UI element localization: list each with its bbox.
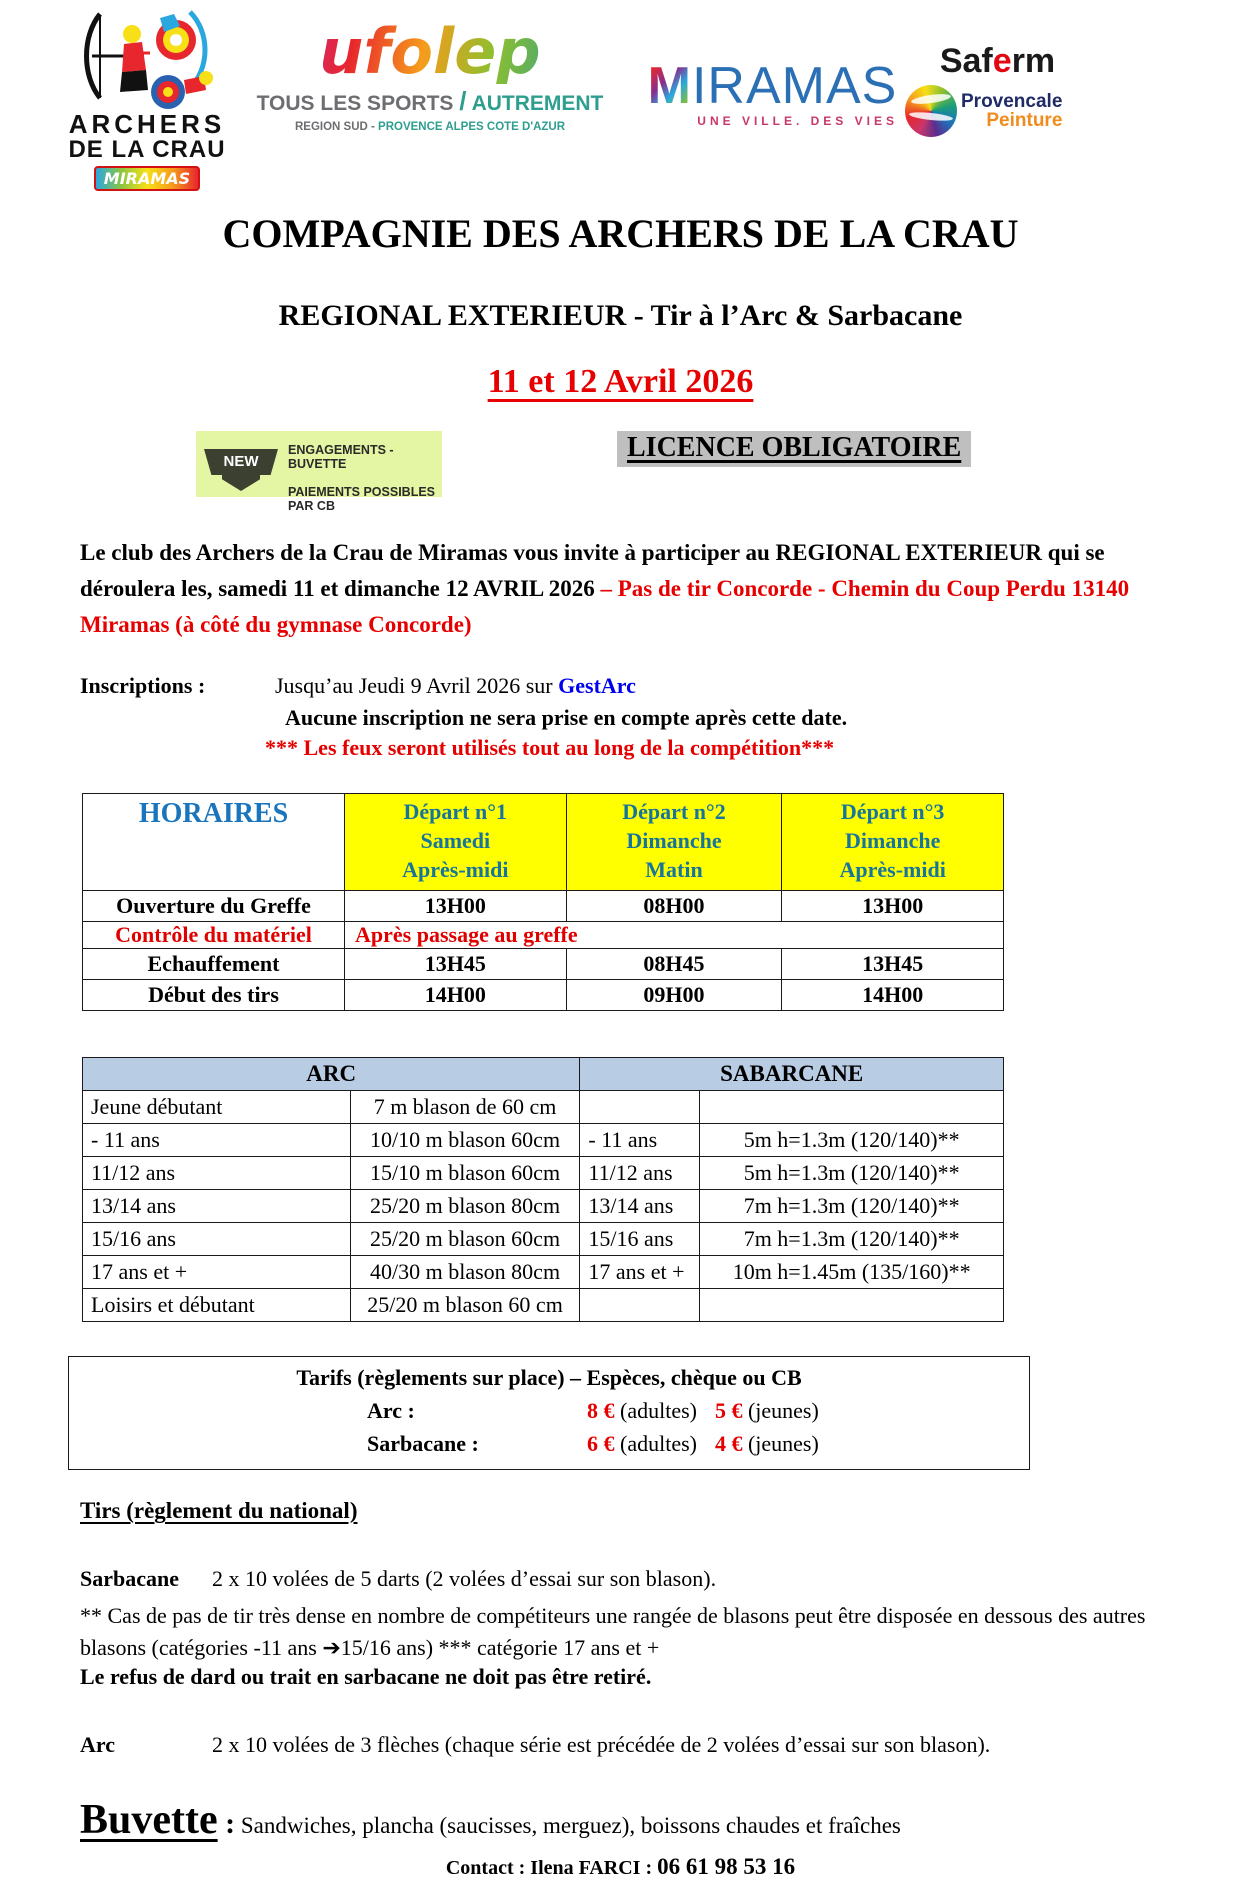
sarbacane-note: ** Cas de pas de tir très dense en nombre de compétiteurs une rangée de blasons peut être disposée en dessous des autres blasons (catégories -11 ans ➔15/16 ans) *** catégorie 17 ans et + [80,1603,1146,1660]
tirs-heading: Tirs (règlement du national) [80,1498,358,1523]
arc-val: 25/20 m blason 80cm [350,1190,580,1223]
archers-logo-name2: DE LA CRAU [68,136,226,163]
table-row [83,1289,1004,1322]
saferm-word-e: e [992,42,1012,80]
sarbacane-bold-note: Le refus de dard ou trait en sarbacane ne doit pas être retiré. [80,1664,652,1689]
tarif-sarbacane-adulte-sfx: (adultes) [614,1431,697,1456]
arc-cat: 11/12 ans [83,1157,351,1190]
intro-paragraph [80,535,1161,643]
table-row [83,1157,1004,1190]
table-row [83,1091,1004,1124]
sarbacane-header: SABARCANE [580,1058,1004,1091]
provencale-globe-icon [905,85,957,137]
arc-cat: 13/14 ans [83,1190,351,1223]
buvette-text: Sandwiches, plancha (saucisses, merguez), boissons chaudes et fraîches [235,1813,901,1838]
table-row [83,891,1004,922]
contact-line [0,1854,1241,1880]
row-label-echauffement: Echauffement [83,949,345,980]
miramas-initial: M [647,57,692,115]
new-payment-box [196,431,442,513]
greffe-depart3: 13H00 [782,891,1004,922]
depart-2-line1: Départ n°2 [622,799,726,824]
arc-rule-text: 2 x 10 volées de 3 flèches (chaque série est précédée de 2 volées d’essai sur son blason). [212,1732,991,1757]
archers-logo-name: ARCHERS [68,109,226,139]
archers-illustration-icon [72,6,222,111]
row-label-debut-tirs: Début des tirs [83,980,345,1011]
depart-1-header [345,794,567,891]
archers-de-la-crau-logo [52,6,242,191]
tarif-arc-adulte-sfx: (adultes) [614,1398,697,1423]
saferm-logo [905,42,1090,137]
intro-text-black: Le club des Archers de la Crau de Miramas vous invite à participer au REGIONAL EXTERIEUR qui se déroulera les, samedi 11 et dimanche 12 AVRIL 2026 [80,540,1105,601]
gestarc-link[interactable]: GestArc [558,673,636,698]
ufolep-tagline [255,86,605,117]
licence-obligatoire-badge: LICENCE OBLIGATOIRE [617,431,971,467]
sar-val [700,1091,1004,1124]
echauffement-depart3: 13H45 [782,949,1004,980]
depart-3-line1: Départ n°3 [840,799,945,824]
table-row [83,1124,1004,1157]
engagements-buvette-label: ENGAGEMENTS - BUVETTE [288,443,394,471]
ufolep-wordmark: ufolep [255,20,605,84]
new-ribbon-icon [204,445,278,491]
new-payment-lines [288,443,442,513]
categories-table [82,1057,1004,1322]
sar-cat: 13/14 ans [580,1190,700,1223]
table-row [83,1256,1004,1289]
contact-prefix: Contact : Ilena FARCI : [445,1857,658,1879]
arc-val: 10/10 m blason 60cm [350,1124,580,1157]
tarif-arc-jeune-prix: 5 € [714,1398,743,1423]
depart-2-header [566,794,782,891]
arc-val: 25/20 m blason 60 cm [350,1289,580,1322]
ufolep-logo [255,15,605,133]
provencale-line: Provencale [961,91,1063,112]
tarifs-box [68,1356,1030,1470]
contact-phone: 06 61 98 53 16 [657,1854,796,1879]
buvette-label: Buvette [80,1797,218,1843]
archers-logo-miramas-badge: MIRAMAS [94,166,200,191]
tarif-arc-label: Arc : [367,1398,415,1423]
echauffement-depart2: 08H45 [566,949,782,980]
ufolep-tagline-right: AUTREMENT [471,92,604,115]
greffe-depart1: 13H00 [345,891,567,922]
inscriptions-note: Aucune inscription ne sera prise en compte après cette date. [285,705,848,730]
page-title: COMPAGNIE DES ARCHERS DE LA CRAU [222,211,1019,256]
row-label-controle: Contrôle du matériel [83,922,345,949]
sarbacane-rule-label: Sarbacane [80,1566,179,1591]
event-dates: 11 et 12 Avril 2026 [487,363,754,400]
tarif-row-arc [69,1398,1029,1424]
depart-3-header [782,794,1004,891]
tarif-sarbacane-jeune-sfx: (jeunes) [742,1431,819,1456]
logo-band [0,0,1241,192]
echauffement-depart1: 13H45 [345,949,567,980]
event-dates-line [0,363,1241,401]
miramas-rest: IRAMAS [691,57,898,115]
arc-val: 7 m blason de 60 cm [350,1091,580,1124]
miramas-tagline: UNE VILLE. DES VIES [697,114,898,128]
arc-val: 25/20 m blason 60cm [350,1223,580,1256]
new-ribbon-label: NEW [223,453,259,470]
buvette-colon: : [217,1807,236,1840]
sar-val: 5m h=1.3m (120/140)** [700,1124,1004,1157]
intro-text-red-location: – Pas de tir Concorde - Chemin du Coup Perdu 13140 Miramas (à côté du gymnase Concorde) [80,576,1130,637]
sar-cat: 15/16 ans [580,1223,700,1256]
inscriptions-deadline [275,673,636,699]
arc-cat: Jeune débutant [83,1091,351,1124]
saferm-wordmark [905,42,1090,81]
ufolep-region-line [255,121,605,133]
table-row [83,980,1004,1011]
sar-val: 10m h=1.45m (135/160)** [700,1256,1004,1289]
arc-cat: 17 ans et + [83,1256,351,1289]
greffe-depart2: 08H00 [566,891,782,922]
arc-cat: - 11 ans [83,1124,351,1157]
tarifs-title: Tarifs (règlements sur place) – Espèces, chèque ou CB [296,1365,802,1390]
arc-val: 15/10 m blason 60cm [350,1157,580,1190]
depart-3-line3: Après-midi [839,857,946,882]
tarif-row-sarbacane [69,1431,1029,1457]
table-row [83,949,1004,980]
ufolep-tagline-left: TOUS LES SPORTS [256,92,454,115]
tarif-arc-adulte-prix: 8 € [587,1398,615,1423]
table-row [83,922,1004,949]
inscriptions-section [80,673,1161,761]
feux-warning: *** Les feux seront utilisés tout au long de la compétition*** [265,735,835,760]
saferm-word-pre: Saf [939,42,993,80]
depart-1-line2: Samedi [420,828,491,853]
saferm-word-post: rm [1011,42,1056,80]
row-label-greffe: Ouverture du Greffe [83,891,345,922]
sarbacane-rule-row [80,1566,1161,1592]
sar-cat: - 11 ans [580,1124,700,1157]
table-row [83,1190,1004,1223]
tarif-arc-jeune-sfx: (jeunes) [742,1398,819,1423]
categories-header-row [83,1058,1004,1091]
sar-cat [580,1289,700,1322]
sarbacane-rule-text: 2 x 10 volées de 5 darts (2 volées d’essai sur son blason). [212,1566,717,1591]
sar-val: 5m h=1.3m (120/140)** [700,1157,1004,1190]
horaires-title-cell: HORAIRES [83,794,345,891]
ufolep-slash-icon: / [459,86,467,116]
miramas-logo [635,57,910,128]
provencale-peinture-text [961,92,1062,130]
depart-1-line1: Départ n°1 [403,799,508,824]
tarif-sarbacane-adulte-prix: 6 € [587,1431,615,1456]
arc-header: ARC [83,1058,580,1091]
sar-cat: 11/12 ans [580,1157,700,1190]
inscriptions-deadline-text: Jusqu’au Jeudi 9 Avril 2026 sur [275,673,559,698]
tarif-sarbacane-jeune-prix: 4 € [714,1431,743,1456]
debut-depart3: 14H00 [782,980,1004,1011]
sar-val [700,1289,1004,1322]
depart-2-line3: Matin [645,857,703,882]
arc-cat: Loisirs et débutant [83,1289,351,1322]
provencale-peinture-logo [905,85,1090,137]
debut-depart1: 14H00 [345,980,567,1011]
sar-val: 7m h=1.3m (120/140)** [700,1190,1004,1223]
buvette-line [80,1796,1161,1844]
controle-note: Après passage au greffe [345,922,1004,949]
badge-row [0,429,1241,513]
sar-val: 7m h=1.3m (120/140)** [700,1223,1004,1256]
miramas-wordmark [635,57,910,115]
arc-cat: 15/16 ans [83,1223,351,1256]
event-subtitle: REGIONAL EXTERIEUR - Tir à l’Arc & Sarbacane [278,299,963,332]
arc-rule-row [80,1732,1161,1758]
inscriptions-line [80,673,1161,699]
arc-val: 40/30 m blason 80cm [350,1256,580,1289]
horaires-table [82,793,1004,1011]
paiements-cb-label: PAIEMENTS POSSIBLES PAR CB [288,485,436,513]
ufolep-region-right: PROVENCE ALPES COTE D'AZUR [378,121,566,133]
depart-3-line2: Dimanche [845,828,941,853]
horaires-header-row [83,794,1004,891]
sar-cat: 17 ans et + [580,1256,700,1289]
arc-rule-label: Arc [80,1732,116,1757]
inscriptions-label: Inscriptions : [80,673,206,698]
depart-2-line2: Dimanche [626,828,722,853]
ufolep-region-left: REGION SUD - [294,121,379,133]
debut-depart2: 09H00 [566,980,782,1011]
peinture-line: Peinture [986,110,1063,131]
table-row [83,1223,1004,1256]
tarif-sarbacane-label: Sarbacane : [367,1431,479,1456]
depart-1-line3: Après-midi [402,857,509,882]
sar-cat [580,1091,700,1124]
